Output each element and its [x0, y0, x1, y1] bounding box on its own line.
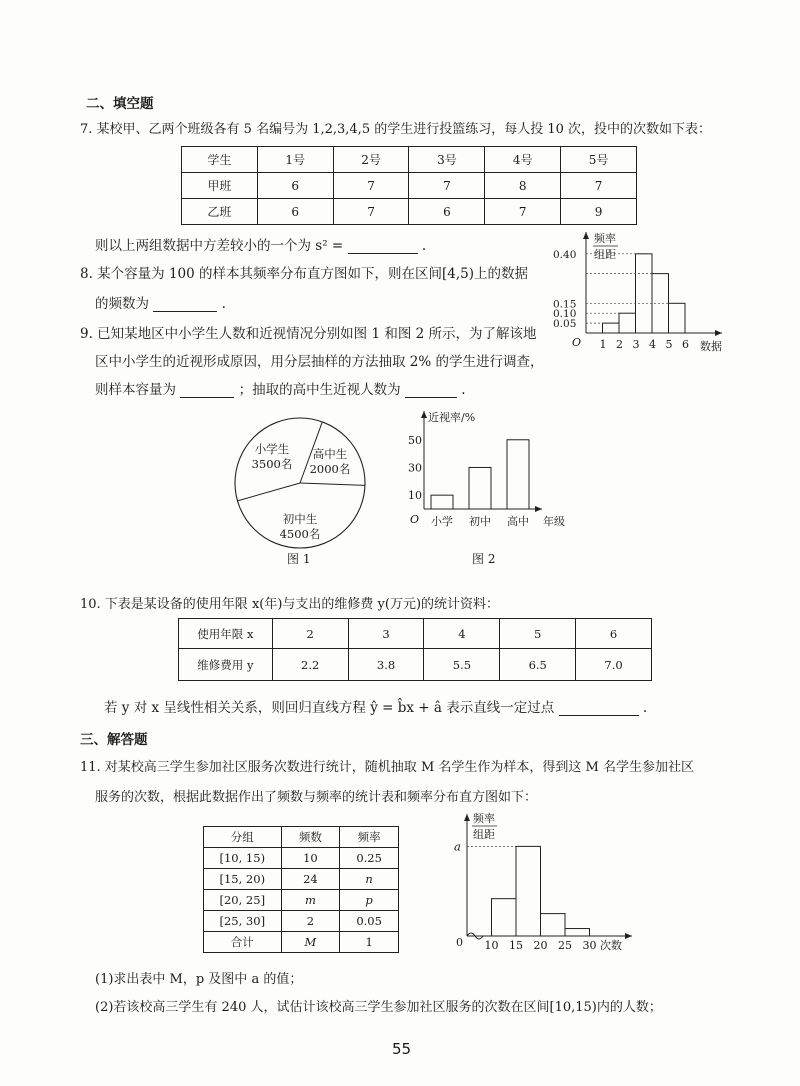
histogram-bar — [492, 899, 517, 936]
origin-label: O — [410, 513, 420, 526]
q7-cell: 7 — [333, 173, 409, 199]
question-9-line2: 区中小学生的近视形成原因，用分层抽样的方法抽取 2% 的学生进行调查， — [95, 354, 544, 370]
q11-cell: M — [281, 932, 340, 953]
q7-cell: 7 — [409, 173, 485, 199]
figure-2-caption: 图 2 — [472, 552, 496, 566]
origin-label: O — [572, 336, 582, 349]
q10-table — [178, 618, 652, 681]
pie-slice-name: 高中生 — [312, 447, 348, 461]
question-8-line1: 8. 某个容量为 100 的样本其频率分布直方图如下，则在区间[4,5)上的数据 — [80, 266, 529, 282]
y-tick-label: 30 — [408, 461, 422, 475]
x-tick-label: 1 — [599, 338, 607, 351]
histogram-bar — [516, 846, 541, 936]
q10-cell: 4 — [424, 619, 500, 649]
x-tick-label: 小学 — [431, 515, 453, 528]
q11-histogram — [440, 808, 640, 956]
q10-cell: 6.5 — [500, 649, 576, 681]
q7-cell: 乙班 — [182, 199, 258, 225]
x-tick-label: 20 — [533, 939, 548, 952]
pie-slice-value: 4500名 — [279, 527, 321, 541]
x-axis-label: 年级 — [543, 515, 565, 528]
table-row — [204, 890, 399, 911]
q10-answer-prefix: 若 y 对 x 呈线性相关关系，则回归直线方程 ŷ = b̂x + â 表示直线一定过点 — [104, 700, 555, 716]
y-label-top: 频率 — [594, 232, 616, 245]
bar — [507, 440, 529, 509]
q7-header-row — [182, 147, 637, 173]
q11-subquestion-1: (1)求出表中 M，p 及图中 a 的值； — [95, 972, 303, 987]
bar — [469, 467, 491, 509]
q8-answer-blank[interactable] — [153, 298, 217, 312]
q10-cell: 3 — [348, 619, 424, 649]
q11-cell: 2 — [281, 911, 340, 932]
question-11-line2: 服务的次数，根据此数据作出了频数与频率的统计表和频率分布直方图如下： — [95, 790, 538, 805]
y-axis-arrow — [464, 814, 470, 821]
x-tick-label: 初中 — [469, 515, 491, 528]
histogram-bar — [565, 929, 590, 936]
q10-cell: 3.8 — [348, 649, 424, 681]
q7-cell: 6 — [257, 199, 333, 225]
x-axis-arrow — [625, 933, 632, 939]
q10-cell: 5.5 — [424, 649, 500, 681]
pie-slice-value: 2000名 — [309, 462, 351, 476]
q11-cell: [10, 15) — [204, 848, 282, 869]
q9-bar-chart — [400, 405, 585, 535]
q7-header-cell: 2号 — [333, 147, 409, 173]
q7-header-cell: 1号 — [257, 147, 333, 173]
x-tick-label: 高中 — [507, 515, 529, 528]
q7-table — [181, 146, 637, 225]
q7-answer-line — [95, 234, 426, 254]
q10-answer-suffix: . — [642, 700, 648, 716]
q10-cell: 6 — [576, 619, 652, 649]
question-9-line1: 9. 已知某地区中小学生人数和近视情况分别如图 1 和图 2 所示，为了解该地 — [80, 326, 537, 342]
y-tick-label: 50 — [408, 433, 422, 447]
q8-histogram — [550, 228, 740, 358]
q10-row-years — [179, 619, 652, 649]
q10-cell: 2 — [272, 619, 348, 649]
x-tick-label: 30 — [582, 939, 597, 952]
y-axis-arrow — [583, 232, 589, 239]
q7-cell: 6 — [257, 173, 333, 199]
q7-row-yi — [182, 199, 637, 225]
x-tick-label: 4 — [649, 338, 656, 351]
x-axis-arrow — [715, 330, 722, 336]
x-tick-label: 5 — [665, 338, 673, 351]
q9-sample-size-blank[interactable] — [180, 384, 234, 398]
q11-cell: 24 — [281, 869, 340, 890]
q7-cell: 甲班 — [182, 173, 258, 199]
histogram-bar — [636, 254, 653, 333]
pie-slice-divider — [300, 483, 365, 485]
q8-suffix: . — [221, 296, 226, 312]
section-title-solve: 三、解答题 — [80, 732, 148, 748]
pie-slice-divider — [238, 483, 300, 501]
q7-header-cell: 3号 — [409, 147, 485, 173]
question-8-line2 — [95, 292, 226, 312]
histogram-bar — [619, 313, 636, 333]
q7-cell: 6 — [409, 199, 485, 225]
q7-header-cell: 5号 — [561, 147, 637, 173]
q7-cell: 7 — [485, 199, 561, 225]
y-tick-label: 0.40 — [553, 248, 577, 261]
q10-cell: 2.2 — [272, 649, 348, 681]
pie-slice-name: 初中生 — [282, 512, 318, 526]
y-label-top: 频率 — [473, 812, 495, 825]
q11-frequency-table — [203, 826, 399, 953]
histogram-bar — [541, 914, 566, 936]
figure-1-caption: 图 1 — [287, 552, 311, 566]
y-axis-arrow — [421, 411, 427, 418]
y-label-bottom: 组距 — [594, 248, 616, 261]
q9-part-a: 则样本容量为 — [95, 382, 176, 398]
section-title-fill-blank: 二、填空题 — [86, 96, 154, 112]
q11-header-row — [204, 827, 399, 848]
question-10-text: 10. 下表是某设备的使用年限 x(年)与支出的维修费 y(万元)的统计资料： — [80, 597, 500, 612]
q11-cell: m — [281, 890, 340, 911]
table-row — [204, 932, 399, 953]
y-tick-label: 10 — [408, 489, 422, 503]
histogram-bar — [603, 323, 620, 333]
x-tick-label: 25 — [558, 939, 572, 952]
q11-cell: 1 — [340, 932, 399, 953]
bar — [431, 495, 453, 509]
x-axis-label: 数据 — [700, 340, 722, 353]
origin-label: 0 — [456, 936, 463, 949]
q7-cell: 7 — [333, 199, 409, 225]
x-tick-label: 10 — [484, 939, 499, 952]
q11-header-cell: 频率 — [340, 827, 399, 848]
q7-cell: 7 — [561, 173, 637, 199]
q10-row-cost — [179, 649, 652, 681]
y-tick-label: 0.10 — [553, 308, 577, 321]
q8-prefix: 的频数为 — [95, 296, 149, 312]
q10-answer-blank[interactable] — [559, 702, 639, 716]
q7-answer-blank[interactable] — [348, 240, 418, 254]
q11-header-cell: 分组 — [204, 827, 282, 848]
q10-answer-line — [104, 696, 647, 716]
q7-answer-suffix: . — [421, 238, 427, 254]
q11-cell: 0.05 — [340, 911, 399, 932]
y-tick-label: 0.15 — [553, 298, 577, 311]
question-7-text: 7. 某校甲、乙两个班级各有 5 名编号为 1,2,3,4,5 的学生进行投篮练习，每人投 10 次，投中的次数如下表： — [80, 122, 712, 137]
q11-cell: [20, 25] — [204, 890, 282, 911]
q9-part-b: ；抽取的高中生近视人数为 — [238, 382, 401, 398]
q7-cell: 8 — [485, 173, 561, 199]
y-axis-label: 近视率/% — [428, 411, 476, 424]
table-row — [204, 848, 399, 869]
q11-cell: 合计 — [204, 932, 282, 953]
q10-cell: 7.0 — [576, 649, 652, 681]
q9-pie-chart — [225, 410, 375, 560]
x-tick-label: 6 — [682, 338, 689, 351]
q10-label-cell: 使用年限 x — [179, 619, 273, 649]
q9-myopia-count-blank[interactable] — [405, 384, 457, 398]
x-tick-label: 15 — [509, 939, 523, 952]
q11-header-cell: 频数 — [281, 827, 340, 848]
q7-header-cell: 学生 — [182, 147, 258, 173]
page-number: 55 — [392, 1040, 412, 1058]
q11-cell: p — [340, 890, 399, 911]
pie-slice-value: 3500名 — [251, 457, 293, 471]
x-axis-arrow — [535, 506, 542, 512]
table-row — [204, 869, 399, 890]
q7-cell: 9 — [561, 199, 637, 225]
q7-row-jia — [182, 173, 637, 199]
q7-answer-prefix: 则以上两组数据中方差较小的一个为 s² = — [95, 238, 344, 254]
q11-cell: 10 — [281, 848, 340, 869]
pie-slice-name: 小学生 — [254, 442, 290, 456]
histogram-bar — [669, 303, 686, 333]
question-11-line1: 11. 对某校高三学生参加社区服务次数进行统计，随机抽取 M 名学生作为样本，得到这 M 名学生参加社区 — [80, 760, 694, 775]
q11-cell: n — [340, 869, 399, 890]
q9-part-c: . — [461, 382, 466, 398]
q10-cell: 5 — [500, 619, 576, 649]
q11-cell: 0.25 — [340, 848, 399, 869]
question-9-line3 — [95, 378, 465, 398]
q11-cell: [15, 20) — [204, 869, 282, 890]
table-row — [204, 911, 399, 932]
x-tick-label: 3 — [632, 338, 640, 351]
q11-subquestion-2: (2)若该校高三学生有 240 人，试估计该校高三学生参加社区服务的次数在区间[10,15)内的人数； — [95, 1000, 662, 1015]
y-tick-label-a: a — [454, 839, 461, 854]
x-axis-label: 次数 — [600, 939, 622, 952]
q11-cell: [25, 30] — [204, 911, 282, 932]
q10-label-cell: 维修费用 y — [179, 649, 273, 681]
q7-header-cell: 4号 — [485, 147, 561, 173]
y-label-bottom: 组距 — [473, 828, 495, 841]
x-tick-label: 2 — [616, 338, 623, 351]
y-tick-label: 0.05 — [553, 318, 577, 331]
